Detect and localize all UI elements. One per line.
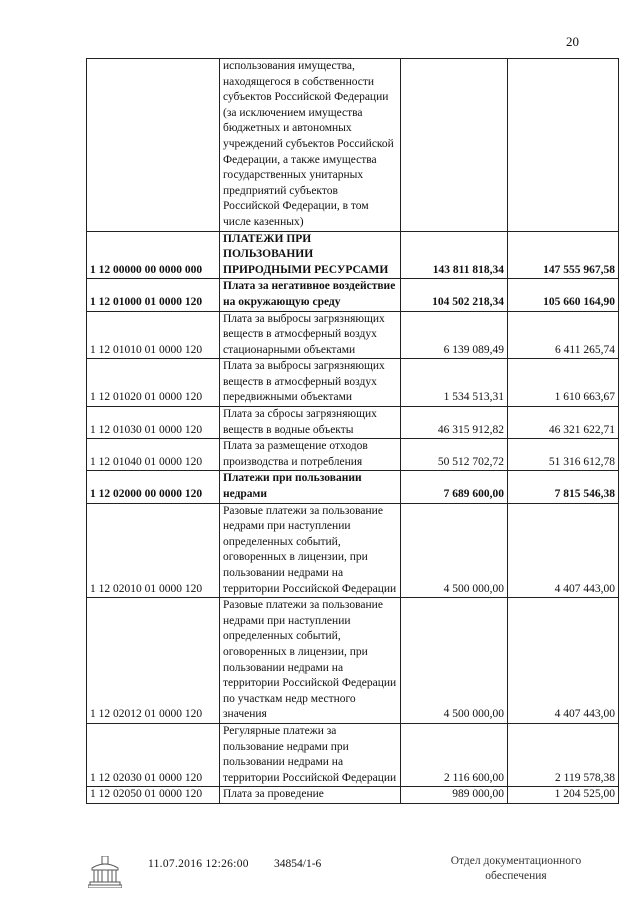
row-value-2017: 2 119 578,38 bbox=[508, 723, 619, 786]
registration-datetime: 11.07.2016 12:26:00 bbox=[148, 858, 249, 870]
row-value-2016: 1 534 513,31 bbox=[401, 359, 508, 407]
table-row bbox=[87, 787, 619, 804]
budget-table bbox=[86, 58, 619, 804]
row-name: Платежи при пользовании недрами bbox=[220, 471, 401, 503]
row-name: Разовые платежи за пользование недрами при наступлении определенных событий, оговоренных в лицензии, при пользовании недрами на территории Российской Федерации по участкам недр местного значения bbox=[220, 598, 401, 724]
duma-emblem-icon bbox=[88, 856, 122, 888]
row-value-2016: 6 139 089,49 bbox=[401, 311, 508, 359]
row-code: 1 12 01010 01 0000 120 bbox=[87, 311, 220, 359]
department-line-2: обеспечения bbox=[485, 870, 547, 882]
row-code: 1 12 02050 01 0000 120 bbox=[87, 787, 220, 804]
row-value-2017: 7 815 546,38 bbox=[508, 471, 619, 503]
row-name: Плата за негативное воздействие на окружающую среду bbox=[220, 279, 401, 311]
row-name: Плата за сбросы загрязняющих веществ в водные объекты bbox=[220, 407, 401, 439]
row-value-2016: 143 811 818,34 bbox=[401, 231, 508, 279]
table-row bbox=[87, 59, 619, 232]
row-value-2017: 1 610 663,67 bbox=[508, 359, 619, 407]
row-name: Регулярные платежи за пользование недрами при пользовании недрами на территории Российской Федерации bbox=[220, 723, 401, 786]
row-code: 1 12 00000 00 0000 000 bbox=[87, 231, 220, 279]
row-value-2016: 50 512 702,72 bbox=[401, 439, 508, 471]
row-value-2017 bbox=[508, 59, 619, 232]
row-value-2016 bbox=[401, 59, 508, 232]
row-code: 1 12 01000 01 0000 120 bbox=[87, 279, 220, 311]
row-value-2016: 7 689 600,00 bbox=[401, 471, 508, 503]
row-value-2017: 1 204 525,00 bbox=[508, 787, 619, 804]
table-row bbox=[87, 598, 619, 724]
row-value-2017: 147 555 967,58 bbox=[508, 231, 619, 279]
row-code: 1 12 02030 01 0000 120 bbox=[87, 723, 220, 786]
budget-table-body bbox=[87, 59, 619, 804]
row-code: 1 12 01020 01 0000 120 bbox=[87, 359, 220, 407]
row-value-2016: 989 000,00 bbox=[401, 787, 508, 804]
table-row bbox=[87, 359, 619, 407]
table-row bbox=[87, 407, 619, 439]
page-number: 20 bbox=[566, 34, 579, 49]
row-name: Плата за размещение отходов производства и потребления bbox=[220, 439, 401, 471]
row-code: 1 12 01040 01 0000 120 bbox=[87, 439, 220, 471]
row-value-2017: 4 407 443,00 bbox=[508, 503, 619, 598]
row-value-2016: 4 500 000,00 bbox=[401, 503, 508, 598]
row-name: ПЛАТЕЖИ ПРИ ПОЛЬЗОВАНИИ ПРИРОДНЫМИ РЕСУРСАМИ bbox=[220, 231, 401, 279]
row-value-2016: 46 315 912,82 bbox=[401, 407, 508, 439]
row-value-2017: 105 660 164,90 bbox=[508, 279, 619, 311]
row-value-2017: 51 316 612,78 bbox=[508, 439, 619, 471]
row-value-2016: 104 502 218,34 bbox=[401, 279, 508, 311]
page-footer bbox=[0, 850, 640, 900]
row-code: 1 12 01030 01 0000 120 bbox=[87, 407, 220, 439]
table-row bbox=[87, 503, 619, 598]
row-value-2017: 6 411 265,74 bbox=[508, 311, 619, 359]
row-name: Плата за выбросы загрязняющих веществ в атмосферный воздух передвижными объектами bbox=[220, 359, 401, 407]
table-row bbox=[87, 279, 619, 311]
table-row bbox=[87, 311, 619, 359]
department-line-1: Отдел документационного bbox=[450, 855, 582, 867]
department-stamp bbox=[428, 854, 604, 884]
row-name: Плата за проведение bbox=[220, 787, 401, 804]
row-value-2017: 46 321 622,71 bbox=[508, 407, 619, 439]
row-code: 1 12 02000 00 0000 120 bbox=[87, 471, 220, 503]
table-row bbox=[87, 231, 619, 279]
row-code: 1 12 02010 01 0000 120 bbox=[87, 503, 220, 598]
row-value-2016: 4 500 000,00 bbox=[401, 598, 508, 724]
table-row bbox=[87, 471, 619, 503]
row-code: 1 12 02012 01 0000 120 bbox=[87, 598, 220, 724]
row-name: Плата за выбросы загрязняющих веществ в атмосферный воздух стационарными объектами bbox=[220, 311, 401, 359]
row-name: использования имущества, находящегося в собственности субъектов Российской Федерации (за исключением имущества бюджетных и автономных учреждений субъектов Российской Федерации, а также имущества государственных унитарных предприятий субъектов Российской Федерации, в том числе казенных) bbox=[220, 59, 401, 232]
table-row bbox=[87, 723, 619, 786]
registration-number: 34854/1-6 bbox=[274, 858, 322, 870]
row-value-2017: 4 407 443,00 bbox=[508, 598, 619, 724]
row-name: Разовые платежи за пользование недрами при наступлении определенных событий, оговоренных в лицензии, при пользовании недрами на территории Российской Федерации bbox=[220, 503, 401, 598]
row-value-2016: 2 116 600,00 bbox=[401, 723, 508, 786]
table-row bbox=[87, 439, 619, 471]
row-code bbox=[87, 59, 220, 232]
